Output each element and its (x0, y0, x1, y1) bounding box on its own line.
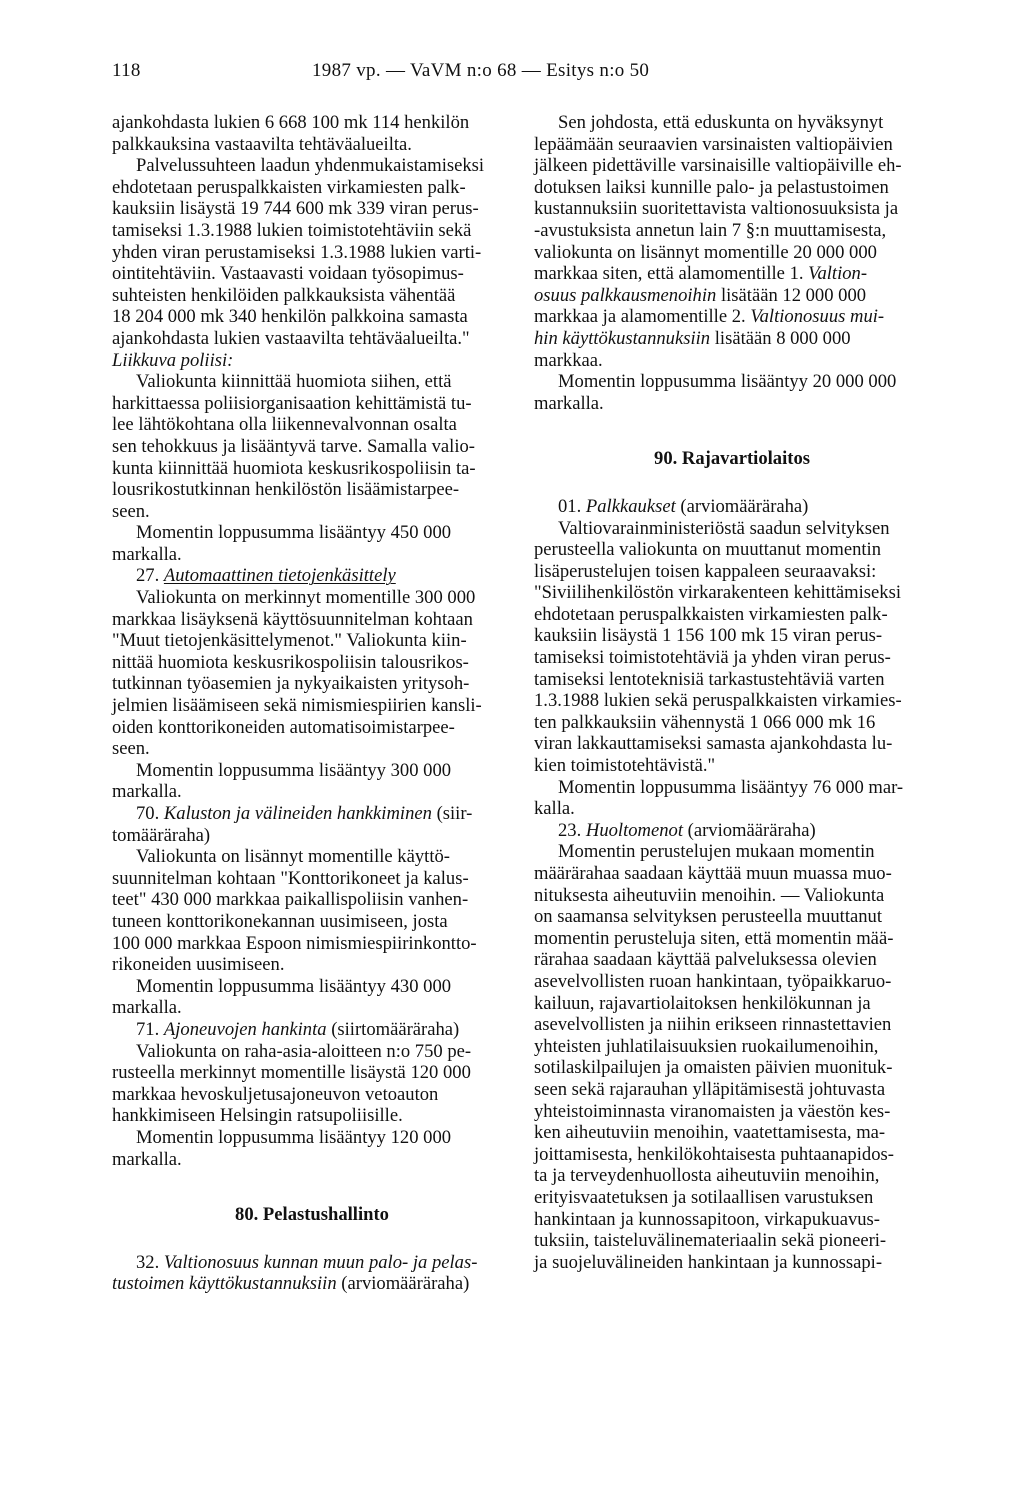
text-segment: lisätään 8 000 000 (710, 327, 851, 349)
item-title: Huoltomenot (585, 819, 683, 841)
text-line: Valiokunta on raha-asia-aloitteen n:o 750 pe- (136, 1040, 472, 1062)
text-line: markkaa. (534, 349, 603, 371)
text-line: teet" 430 000 markkaa paikallispoliisin vanhen- (112, 889, 469, 911)
text-line: asevelvollisten ja niihin erikseen rinnastettavien (534, 1014, 892, 1036)
left-column (112, 112, 512, 1295)
right-column (534, 112, 930, 1273)
text-line: tamiseksi lentoteknisiä tarkastustehtäviä varten (534, 668, 885, 690)
item-number: 27. (136, 565, 160, 587)
text-line: erityisvaatetuksen ja sotilaallisen varustuksen (534, 1186, 874, 1208)
text-line: Momentin loppusumma lisääntyy 430 000 (136, 975, 452, 997)
text-line: markalla. (534, 392, 604, 414)
text-line: suunnitelman kohtaan "Konttorikoneet ja kalus- (112, 867, 469, 889)
text-line: Valiokunta kiinnittää huomiota siihen, että (136, 371, 452, 393)
subheading-liikkuva-poliisi (112, 350, 512, 372)
text-line (534, 306, 930, 328)
text-line: markkaa hevoskuljetusajoneuvon vetoauton (112, 1083, 439, 1105)
item-32-heading (112, 1252, 512, 1274)
text-line: sen tehokkuus ja lisääntyvä tarve. Samalla valio- (112, 435, 475, 457)
item-title: Automaattinen tietojenkäsittely (163, 565, 396, 587)
text-line: ten palkkauksiin vähennystä 1 066 000 mk 16 (534, 711, 876, 733)
item-type: (arviomääräraha) (336, 1273, 470, 1295)
text-segment: markkaa ja alamomentille 2. (534, 306, 751, 328)
text-line: seen. (112, 738, 150, 760)
text-line: ointitehtäviin. Vastaavasti voidaan työsopimus- (112, 263, 464, 285)
item-71-heading (112, 1019, 512, 1041)
item-title: Valtionosuus kunnan muun palo- ja pelas- (163, 1251, 478, 1273)
text-line: Momentin loppusumma lisääntyy 450 000 (136, 522, 452, 544)
item-23-heading (534, 820, 930, 842)
text-line: kunta kiinnittää huomiota keskusrikospoliisin ta- (112, 457, 476, 479)
text-line: hankintaan ja kunnossapitoon, virkapukuavus- (534, 1208, 880, 1230)
text-line: Momentin loppusumma lisääntyy 300 000 (136, 759, 452, 781)
text-line: "Muut tietojenkäsittelymenot." Valiokunta kiin- (112, 630, 467, 652)
running-head: 1987 vp. — VaVM n:o 68 — Esitys n:o 50 (312, 60, 650, 81)
text-line: ajankohdasta lukien 6 668 100 mk 114 henkilön (112, 112, 470, 133)
text-line: kalla. (534, 798, 575, 820)
text-line: tutkinnan työasemien ja nykyaikaisten yritysoh- (112, 673, 470, 695)
text-line: jälkeen pidettäville varsinaisille valtiopäiville eh- (534, 155, 902, 177)
text-line: tuneen konttorikonekannan uusimiseen, josta (112, 910, 448, 932)
subheading-text: Liikkuva poliisi: (112, 349, 234, 371)
text-line: palkkauksina vastaavilta tehtäväalueilta. (112, 133, 412, 155)
text-line: suhteisten henkilöiden palkkauksista vähentää (112, 284, 456, 306)
text-line: Momentin loppusumma lisääntyy 76 000 mar- (558, 776, 904, 798)
text-line: Valiokunta on lisännyt momentille käyttö- (136, 846, 450, 868)
text-line: dotuksen laiksi kunnille palo- ja pelastustoimen (534, 176, 889, 198)
item-number: 70. (136, 803, 160, 824)
section-heading-80: 80. Pelastushallinto (235, 1204, 389, 1226)
text-line: 1.3.1988 lukien sekä peruspalkkaisten virkamies- (534, 690, 902, 712)
text-line: perusteella valiokunta on muuttanut momentin (534, 539, 882, 561)
text-line: ehdotetaan peruspalkkaisten virkamiesten palk- (112, 176, 466, 198)
text-line: on saamansa selvityksen perusteella muuttanut (534, 906, 883, 928)
subsection-title: Valtion- (808, 263, 868, 285)
text-line: tamiseksi toimistotehtäviä ja yhden viran perus- (534, 647, 891, 669)
text-segment: markkaa siten, että alamomentille 1. (534, 263, 809, 285)
section-heading-90: 90. Rajavartiolaitos (654, 448, 810, 470)
text-line: 100 000 markkaa Espoon nimismiespiirinkontto- (112, 932, 477, 954)
text-line: kien toimistotehtävistä." (534, 755, 716, 777)
item-type: (arviomääräraha) (683, 819, 816, 841)
text-line: Valiokunta on merkinnyt momentille 300 000 (136, 587, 476, 609)
text-line: yhteistoiminnasta viranomaisten ja väestön kes- (534, 1100, 891, 1122)
item-title: Palkkaukset (585, 495, 676, 517)
text-line: seen. (112, 500, 150, 522)
text-line: Sen johdosta, että eduskunta on hyväksynyt (558, 112, 884, 133)
item-number: 32. (136, 1251, 160, 1273)
text-line: valiokunta on lisännyt momentille 20 000 000 (534, 241, 877, 263)
item-70-heading (112, 803, 512, 825)
text-line: markalla. (112, 543, 182, 565)
text-line: jelmien lisäämiseen sekä nimismiespiirien kansli- (112, 695, 482, 717)
item-number: 01. (558, 495, 582, 517)
text-line: sotilaskilpailujen ja omaisten päivien muonituk- (534, 1057, 893, 1079)
text-line: kustannuksiin suoritettavista valtionosuuksista ja (534, 198, 899, 220)
text-line: harkittaessa poliisiorganisaation kehittämistä tu- (112, 392, 472, 414)
text-line: -avustuksista annetun lain 7 §:n muuttamisesta, (534, 219, 887, 241)
text-line: tomääräraha) (112, 824, 211, 846)
text-line: hankkimiseen Helsingin ratsupoliisille. (112, 1105, 403, 1127)
text-line: rärahaa saadaan käyttää palveluksessa olevien (534, 949, 877, 971)
text-line: yhteisten juhlatilaisuuksien ruokailumenoihin, (534, 1035, 879, 1057)
page-number: 118 (112, 60, 141, 81)
text-line: lisäperustelujen toisen kappaleen seuraavaksi: (534, 560, 877, 582)
text-line: seen sekä rajarauhan ylläpitämisestä johtuvasta (534, 1078, 886, 1100)
item-01-heading (534, 496, 930, 518)
item-27-heading (112, 565, 512, 587)
text-line: markkaa lisäyksenä käyttösuunnitelman kohtaan (112, 608, 473, 630)
text-line: Palvelussuhteen laadun yhdenmukaistamiseksi (136, 155, 485, 177)
text-line: ta ja terveydenhuollosta aiheutuviin menoihin, (534, 1165, 880, 1187)
text-line: tamiseksi 1.3.1988 lukien toimistotehtäviin sekä (112, 219, 472, 241)
text-line: määrärahaa saadaan käyttää muun muassa muo- (534, 863, 892, 884)
text-line: Momentin perustelujen mukaan momentin (558, 841, 875, 863)
item-title: Ajoneuvojen hankinta (163, 1018, 327, 1040)
text-line: ken aiheutuviin menoihin, vaatettamisesta, ma- (534, 1122, 886, 1144)
text-segment: lisätään 12 000 000 (716, 284, 867, 306)
text-line: lee lähtökohtana olla liikennevalvonnan osalta (112, 414, 457, 436)
text-line: markalla. (112, 1148, 182, 1170)
item-type: (arviomääräraha) (675, 495, 809, 517)
item-32-heading-cont (112, 1273, 512, 1295)
text-line: lousrikostutkinnan henkilöstön lisäämistarpee- (112, 479, 460, 501)
text-line: markalla. (112, 781, 182, 803)
text-line: lepäämään seuraavien varsinaisten valtiopäivien (534, 133, 893, 155)
text-line: kailuun, rajavartiolaitoksen henkilökunnan ja (534, 992, 871, 1014)
subsection-title: osuus palkkausmenoihin (534, 284, 717, 306)
page-header (112, 60, 912, 90)
text-line: Momentin loppusumma lisääntyy 120 000 (136, 1126, 452, 1148)
item-number: 23. (558, 819, 582, 841)
text-line: oiden konttorikoneiden automatisoimistarpee- (112, 716, 455, 738)
text-line: tuksiin, taisteluvälinemateriaalin sekä pioneeri- (534, 1230, 887, 1252)
item-type: (siir- (431, 803, 473, 824)
text-line: yhden viran perustamiseksi 1.3.1988 lukien varti- (112, 241, 482, 263)
text-line (534, 285, 930, 307)
text-line: ja suojeluvälineiden hankintaan ja kunnossapi- (534, 1251, 883, 1273)
text-line: nittää huomiota keskusrikospoliisin talousrikos- (112, 651, 469, 673)
text-line: momentin perusteluja siten, että momentin mää- (534, 927, 894, 949)
text-line (534, 328, 930, 350)
text-line: Valtiovarainministeriöstä saadun selvityksen (558, 517, 890, 539)
item-number: 71. (136, 1018, 160, 1040)
item-title: tustoimen käyttökustannuksiin (112, 1273, 337, 1295)
text-line: rikoneiden uusimiseen. (112, 954, 285, 976)
text-line: 18 204 000 mk 340 henkilön palkkoina samasta (112, 306, 468, 328)
text-line: "Siviilihenkilöstön virkarakenteen kehittämiseksi (534, 582, 901, 604)
text-line: markalla. (112, 997, 182, 1019)
text-line: nituksesta aiheutuviin menoihin. — Valiokunta (534, 884, 885, 906)
subsection-title: hin käyttökustannuksiin (534, 327, 711, 349)
text-line: kauksiin lisäystä 1 156 100 mk 15 viran perus- (534, 625, 883, 647)
text-line: rusteella merkinnyt momentille lisäystä 120 000 (112, 1062, 471, 1084)
text-line: ajankohdasta lukien vastaavilta tehtäväalueilta." (112, 327, 470, 349)
text-line: ehdotetaan peruspalkkaisten virkamiesten palk- (534, 603, 888, 625)
item-title: Kaluston ja välineiden hankkiminen (163, 803, 432, 824)
subsection-title: Valtionosuus mui- (750, 306, 885, 328)
text-line (534, 263, 930, 285)
text-line: kauksiin lisäystä 19 744 600 mk 339 viran perus- (112, 198, 479, 220)
text-line: Momentin loppusumma lisääntyy 20 000 000 (558, 371, 897, 393)
text-line: joittamisesta, henkilökohtaisesta puhtaanapidos- (534, 1143, 894, 1165)
text-line: asevelvollisten ruoan hankintaan, työpaikkaruo- (534, 970, 892, 992)
text-line: viran lakkauttamiseksi samasta ajankohdasta lu- (534, 733, 893, 755)
item-type: (siirtomääräraha) (326, 1018, 460, 1040)
